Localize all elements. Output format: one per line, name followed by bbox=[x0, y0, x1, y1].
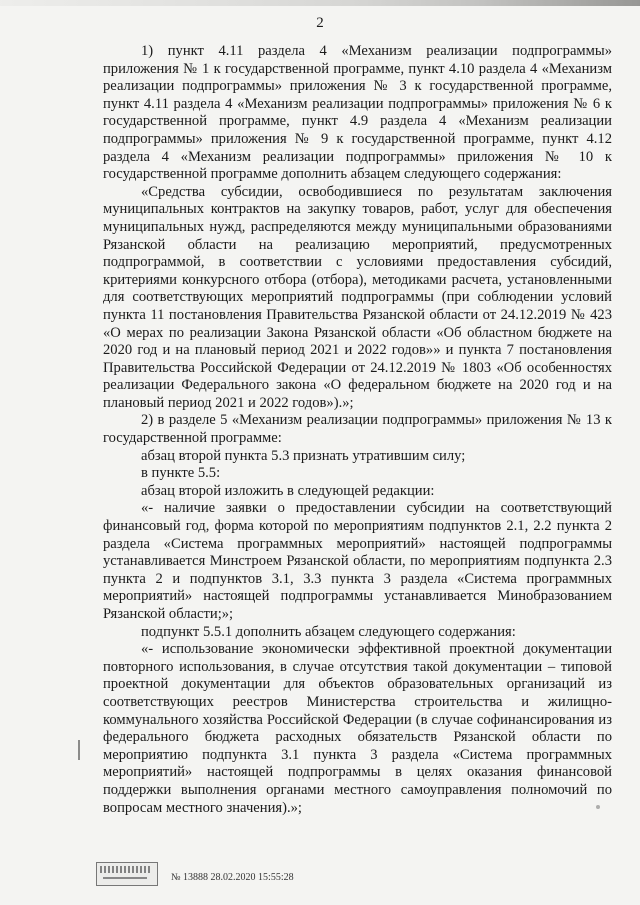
paragraph: «- наличие заявки о предоставлении субсидии на соответствующий финансовый год, форма которой по мероприятиям подпунктов 2.1, 2.2 пункта 2 раздела «Система программных мероприятий» настоящей подпрограммы устанавливается Минстроем Рязанской области, по мероприятиям подпункта 2.3 пункта 2 и подпунктов 3.1, 3.3 пункта 3 раздела «Система программных мероприятий» настоящей подпрограммы устанавливается Минобразованием Рязанской области;»; bbox=[103, 500, 612, 622]
stamp-barcode bbox=[100, 866, 152, 873]
footer bbox=[96, 858, 356, 898]
paragraph: 1) пункт 4.11 раздела 4 «Механизм реализации подпрограммы» приложения № 1 к государственной программе, пункт 4.10 раздела 4 «Механизм реализации подпрограммы» приложения № 3 к государственной программе, пункт 4.11 раздела 4 «Механизм реализации подпрограммы» приложения № 6 к государственной программе, пункт 4.9 раздела 4 «Механизм реализации подпрограммы» приложения № 9 к государственной программе, пункт 4.12 раздела 4 «Механизм реализации подпрограммы» приложения № 10 к государственной программе дополнить абзацем следующего содержания: bbox=[103, 43, 612, 183]
paragraph: абзац второй изложить в следующей редакции: bbox=[141, 482, 435, 499]
stamp-line bbox=[103, 877, 147, 879]
paragraph: абзац второй пункта 5.3 признать утратившим силу; bbox=[141, 447, 466, 464]
document-id: № 13888 28.02.2020 15:55:28 bbox=[171, 872, 294, 883]
margin-mark bbox=[78, 740, 80, 760]
scan-edge bbox=[0, 0, 640, 6]
paragraph: в пункте 5.5: bbox=[141, 465, 221, 482]
margin-dot bbox=[596, 805, 600, 809]
document-body bbox=[103, 43, 612, 817]
page-number: 2 bbox=[316, 15, 324, 31]
paragraph: «- использование экономически эффективной проектной документации повторного использования, в случае отсутствия такой документации – типовой проектной документации для объектов образовательных организаций из соответствующих реестров Министерства строительства и жилищно-коммунального хозяйства Российской Федерации (в случае софинансирования из федерального бюджета расходных обязательств Рязанской области по мероприятию подпункта 3.1 пункта 3 раздела «Система программных мероприятий» настоящей подпрограммы в целях оказания финансовой поддержки выполнения органами местного самоуправления полномочий по вопросам местного значения).»; bbox=[103, 641, 612, 816]
paragraph: 2) в разделе 5 «Механизм реализации подпрограммы» приложения № 13 к государственной программе: bbox=[103, 412, 612, 447]
paragraph: подпункт 5.5.1 дополнить абзацем следующего содержания: bbox=[141, 623, 516, 640]
registration-stamp bbox=[96, 862, 158, 886]
paragraph: «Средства субсидии, освободившиеся по результатам заключения муниципальных контрактов на закупку товаров, работ, услуг для обеспечения муниципальных нужд, распределяются между муниципальными образованиями Рязанской области на реализацию мероприятий, предусмотренных подпрограммой, в соответствии с условиями предоставления субсидий, критериями конкурсного отбора (отбора), методиками расчета, установленными для соответствующих мероприятий подпрограммы (при соблюдении условий пункта 11 постановления Правительства Рязанской области от 24.12.2019 № 423 «О мерах по реализации Закона Рязанской области «Об областном бюджете на 2020 год и на плановый период 2021 и 2022 годов»» и пункта 7 постановления Правительства Российской Федерации от 24.12.2019 № 1803 «Об особенностях реализации Федерального закона «О федеральном бюджете на 2020 год и на плановый период 2021 и 2022 годов»).»; bbox=[103, 183, 612, 411]
